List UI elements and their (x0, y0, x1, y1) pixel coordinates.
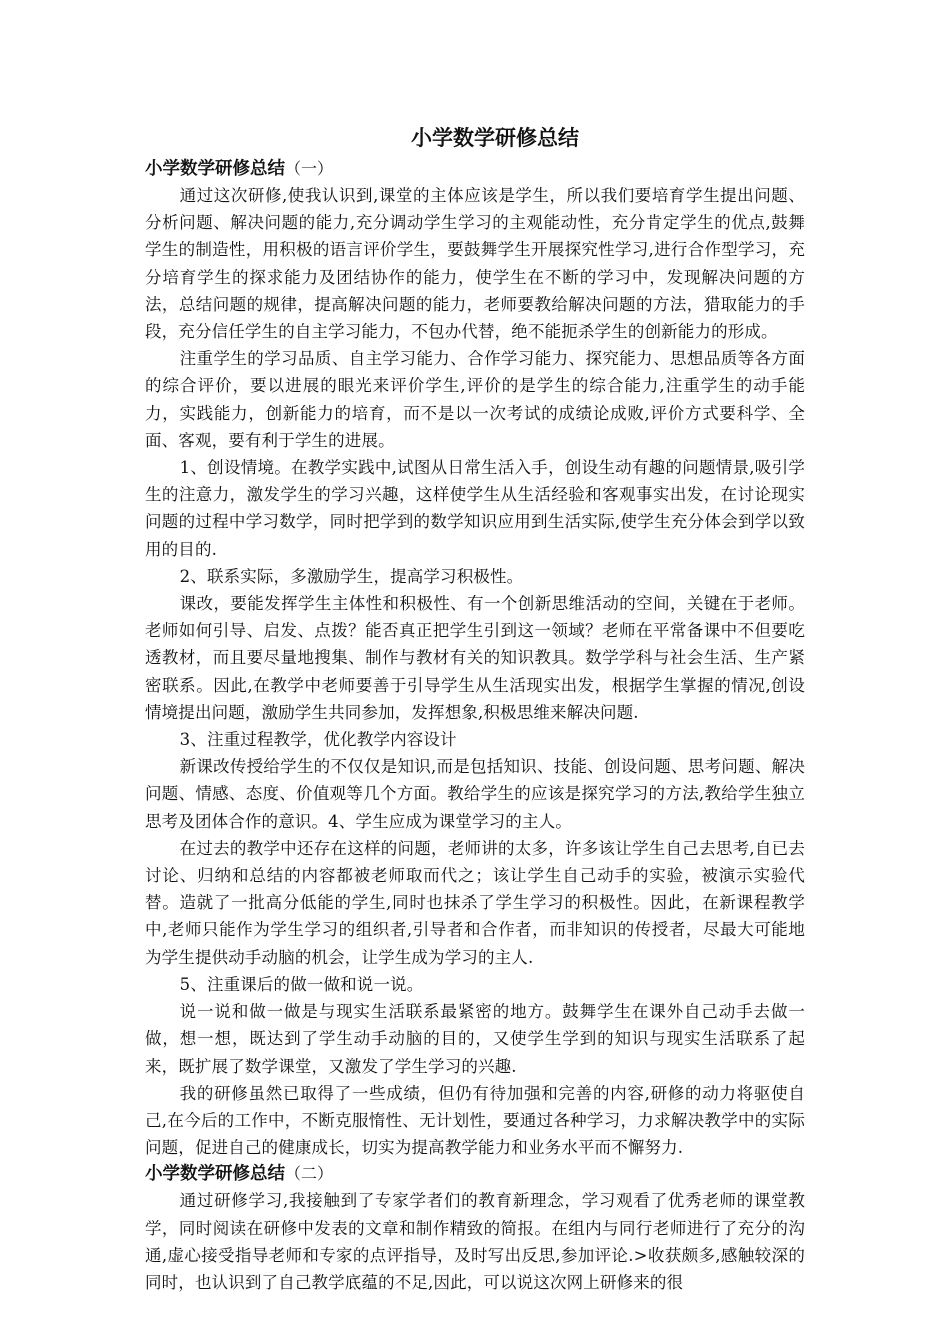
paragraph: 2、联系实际，多激励学生，提高学习积极性。 (179, 566, 524, 586)
section-heading-number: （二） (285, 1164, 334, 1184)
section-1 (145, 156, 805, 1161)
paragraph: 通过这次研修,使我认识到,课堂的主体应该是学生，所以我们要培育学生提出问题、分析问题、解决问题的能力,充分调动学生学习的主观能动性，充分肯定学生的优点,鼓舞学生的制造性，用积极的语言评价学生，要鼓舞学生开展探究性学习,进行合作型学习，充分培育学生的探求能力及团结协作的能力，使学生在不断的学习中，发现解决问题的方法，总结问题的规律，提高解决问题的能力，老师要教给解决问题的方法，猎取能力的手段，充分信任学生的自主学习能力，不包办代替，绝不能扼杀学生的创新能力的形成。 (145, 186, 805, 342)
paragraph: 我的研修虽然已取得了一些成绩，但仍有待加强和完善的内容,研修的动力将驱使自己,在今后的工作中，不断克服惰性、无计划性，要通过各种学习，力求解决教学中的实际问题，促进自己的健康成长，切实为提高教学能力和业务水平而不懈努力. (145, 1083, 805, 1158)
section-heading-text: 小学数学研修总结 (145, 159, 285, 179)
paragraph: 在过去的教学中还存在这样的问题，老师讲的太多，许多该让学生自己去思考,自已去讨论、归纳和总结的内容都被老师取而代之；该让学生自己动手的实验，被演示实验代替。造就了一批高分低能的学生,同时也抹杀了学生学习的积极性。因此，在新课程教学中,老师只能作为学生学习的组织者,引导者和合作者，而非知识的传授者，尽最大可能地为学生提供动手动脑的机会，让学生成为学习的主人. (145, 838, 805, 967)
paragraph: 课改，要能发挥学生主体性和积极性、有一个创新思维活动的空间，关键在于老师。老师如何引导、启发、点拨？能否真正把学生引到这一领域？老师在平常备课中不但要吃透教材，而且要尽量地搜集、制作与教材有关的知识教具。数学学科与社会生活、生产紧密联系。因此,在教学中老师要善于引导学生从生活现实出发，根据学生掌握的情况,创设情境提出问题，激励学生共同参加，发挥想象,积极思维来解决问题. (145, 594, 805, 722)
section-2 (145, 1161, 805, 1296)
section-heading-number: （一） (285, 159, 334, 178)
paragraph: 通过研修学习,我接触到了专家学者们的教育新理念，学习观看了优秀老师的课堂教学，同时阅读在研修中发表的文章和制作精致的简报。在组内与同行老师进行了充分的沟通,虚心接受指导老师和专家的点评指导，及时写出反思,参加评论.>收获颇多,感触较深的同时，也认识到了自己教学底蕴的不足,因此，可以说这次网上研修来的很 (145, 1191, 805, 1292)
paragraph: 5、注重课后的做一做和说一说。 (179, 974, 424, 994)
paragraph: 3、注重过程教学，优化教学内容设计 (179, 730, 457, 750)
paragraph: 新课改传授给学生的不仅仅是知识,而是包括知识、技能、创设问题、思考问题、解决问题、情感、态度、价值观等几个方面。教给学生的应该是探究学习的方法,教给学生独立思考及团体合作的意识。4、学生应成为课堂学习的主人。 (145, 757, 805, 831)
paragraph: 1、创设情境。在教学实践中,试图从日常生活入手，创设生动有趣的问题情景,吸引学生的注意力，激发学生的学习兴趣，这样使学生从生活经验和客观事实出发，在讨论现实问题的过程中学习数学，同时把学到的数学知识应用到生活实际,使学生充分体会到学以致用的目的. (145, 458, 805, 559)
section-heading-text: 小学数学研修总结 (145, 1164, 285, 1185)
section-heading (145, 156, 805, 182)
document-title: 小学数学研修总结 (411, 125, 579, 150)
paragraph: 说一说和做一做是与现实生活联系最紧密的地方。鼓舞学生在课外自己动手去做一做，想一想，既达到了学生动手动脑的目的，又使学生学到的知识与现实生活联系了起来，既扩展了数学课堂，又激发了学生学习的兴趣. (145, 1002, 805, 1076)
document-page (145, 120, 805, 1296)
section-heading (145, 1161, 805, 1187)
paragraph: 注重学生的学习品质、自主学习能力、合作学习能力、探究能力、思想品质等各方面的综合评价，要以进展的眼光来评价学生,评价的是学生的综合能力,注重学生的动手能力，实践能力，创新能力的培育，而不是以一次考试的成绩论成败,评价方式要科学、全面、客观，要有利于学生的进展。 (145, 349, 805, 450)
